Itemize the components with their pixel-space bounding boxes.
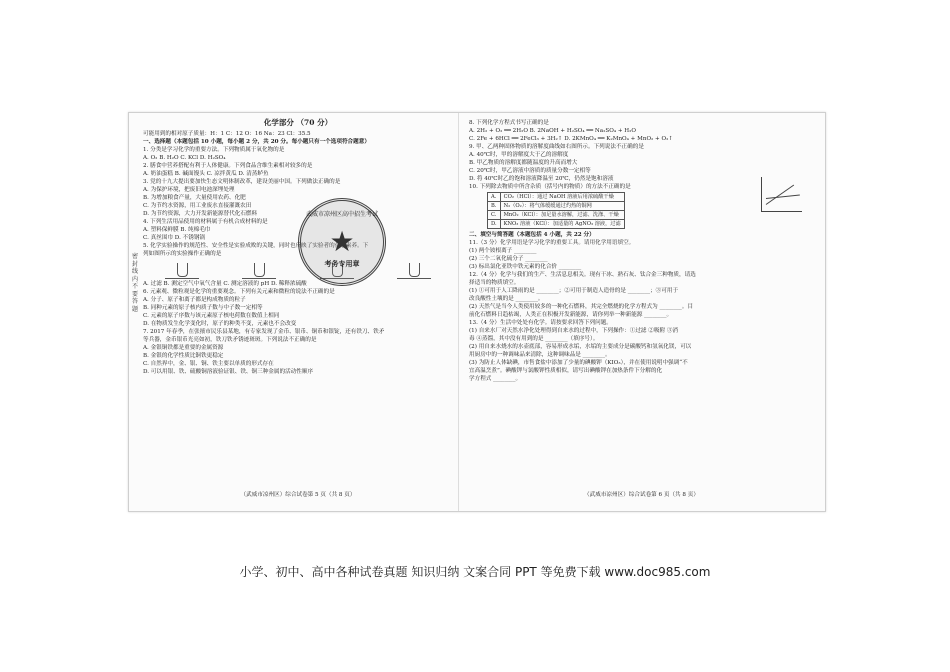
question-line: C. 为节约水资源，用工业废水直接灌溉农田 [143,203,252,209]
question-line: 前化石燃料日趋枯竭，人类正在积极开发新能源，请你列举一种新能源 ________。 [469,312,673,318]
question-line: A. 过滤 B. 测定空气中氧气含量 C. 测定溶液的 pH D. 稀释浓硫酸 [143,281,307,287]
question-line: 7. 2017 年春季，在张掖市民乐县某地，有专家发现了金币、银币、铜币和银锭，还有铁刀、铁矛 [143,329,385,335]
table-cell: MnO₂（KCl）：加足量水溶解，过滤、洗涤、干燥 [500,211,624,220]
question-line: 10. 下列除去物质中所含杂质（括号内的物质）的方法不正确的是 [469,184,631,190]
question-line: 13.（4 分）生活中处处有化学。请按要求回答下列问题。 [469,320,612,326]
question-line: 二、填空与简答题（本题包括 4 小题，共 22 分） [469,232,595,238]
table-cell: KNO₃ 溶液（KCl）：加适量的 AgNO₃ 溶液，过滤 [500,220,624,229]
question-line: 2. 膳食中营养搭配有利于人体健康。下列食品含维生素相对较多的是 [143,163,313,169]
seal-label: 考务专用章 [324,259,360,268]
question-line: C. 真丝围巾 D. 不锈钢锅 [143,235,206,241]
question-line: D. 为节约资源，大力开发新能源替代化石燃料 [143,211,258,217]
question-10-options-table [487,192,625,229]
question-line: 9. 甲、乙两种固体物质的溶解度曲线如右图所示。下列说法不正确的是 [469,144,644,150]
question-line: (3) 标出氯化亚铁中铁元素的化合价 ________ [469,264,582,270]
question-line: C. 元素的原子序数与该元素原子核电荷数在数值上相同 [143,313,280,319]
seal-star-icon: ★ [329,225,355,258]
question-line: 1. 分类是学习化学的重要方法。下列物质属于氧化物的是 [143,147,285,153]
scanned-exam-sheet [128,112,826,512]
question-line: 3. 党的十九大提出要加快生态文明体制改革，建设美丽中国。下列做法正确的是 [143,179,341,185]
question-line: (2) 用自来水烧水的水壶底部，容易形成水垢，水垢的主要成分是碳酸钙和氢氧化镁，可以 [469,344,692,350]
question-line: A. 金银铜铁都是重要的金属资源 [143,345,224,351]
question-line: D. 将 40℃时乙的饱和溶液降温至 20℃，仍然是饱和溶液 [469,176,614,182]
table-cell: D. [488,220,501,229]
question-line: (3) 为防止人体缺碘，市售食盐中添加了少量的碘酸钾（KIO₃），并在使用说明中强调“不 [469,360,688,366]
question-line: B. 为增加粮食产量，大量使用农药、化肥 [143,195,246,201]
question-line: A. 塑料保鲜膜 B. 纯棉毛巾 [143,227,211,233]
download-caption: 小学、初中、高中各种试卷真题 知识归纳 文案合同 PPT 等免费下载 www.doc985.com [239,565,711,579]
question-line: 可能用到的相对原子质量：H：1 C：12 O：16 Na：23 Cl：35.5 [143,131,311,137]
question-line: (2) 天然气是当今人类使用较多的一种化石燃料，其完全燃烧的化学方程式为 ________。目 [469,304,694,310]
question-line: 一、选择题（本题包括 10 小题，每小题 2 分，共 20 分。每小题只有一个选项符合题意） [143,139,370,145]
section-title: 化学部分 （70 分） [263,118,333,127]
table-row [488,202,625,211]
question-line: B. 金银的化学性质比铜铁更稳定 [143,353,224,359]
seal-ring-text: 武威市凉州区高中招生考试 [305,211,378,218]
question-line: 改良酸性土壤的是 ________。 [469,296,544,302]
question-line: 8. 下列化学方程式书写正确的是 [469,120,549,126]
left-page-questions [143,130,453,376]
question-line: D. 可以用银、铁、硫酸铜溶液验证银、铁、铜三种金属的活动性顺序 [143,369,314,375]
question-line: 择适当的物质填空。 [469,280,520,286]
official-seal-stamp [298,198,386,286]
right-page [469,119,814,505]
question-line: D. 在物质发生化学变化时，原子的种类不变，元素也不会改变 [143,321,297,327]
apparatus-filtration-figure [165,260,199,279]
question-line: 4. 下列生活用品使用的材料属于有机合成材料的是 [143,219,268,225]
question-line: 11.（3 分）化学用语是学习化学的重要工具。请用化学用语填空。 [469,240,635,246]
right-page-questions [469,119,814,383]
question-line: 宜高温烹煮”。碘酸钾与氯酸钾性质相似，请写出碘酸钾在加热条件下分解的化 [469,368,663,374]
question-line: (1) 两个铵根离子 ________ [469,248,537,254]
question-line: 6. 元素观、微粒观是化学的重要观念。下列有关元素和微粒的说法不正确的是 [143,289,335,295]
question-line: 学方程式 ________。 [469,376,522,382]
left-page [143,119,453,505]
question-line: C. 20℃时，甲乙溶液中溶质的质量分数一定相等 [469,168,591,174]
table-cell: CO₂（HCl）：通过 NaOH 溶液后用浓硫酸干燥 [500,193,624,202]
page-divider [458,113,459,511]
table-cell: C. [488,211,501,220]
curve-yi [766,194,800,199]
question-line: A. 奶油蛋糕 B. 碱面馒头 C. 凉拌黄瓜 D. 清蒸鲈鱼 [143,171,269,177]
left-page-footer: （武威市凉州区）综合试卷第 5 页（共 8 页） [240,492,356,498]
experiment-apparatus-figures [143,260,453,278]
question-line: 列如图所示的实验操作正确的是 [143,251,222,257]
question-line: 12.（4 分）化学与我们的生产、生活息息相关。现有干冰、熟石灰、钛合金三种物质，请选 [469,272,696,278]
question-line: B. 同种元素的原子核内质子数与中子数一定相等 [143,305,263,311]
question-line: (1) ①可用于人工降雨的是 ________；②可用于制造人造骨的是 ________；③可用于 [469,288,679,294]
question-line: A. O₂ B. H₂O C. KCl D. H₂SO₄ [143,155,226,161]
table-cell: A. [488,193,501,202]
question-line: A. 为保护环境，把废旧电池深埋处理 [143,187,235,193]
question-line: A. 40℃时，甲的溶解度大于乙的溶解度 [469,152,569,158]
question-line: C. 自然界中，金、银、铜、铁主要以单质的形式存在 [143,361,274,367]
table-row [488,211,625,220]
question-line: B. 甲乙物质的溶解度都随温度的升高而增大 [469,160,578,166]
apparatus-acid-dilution-figure [397,260,431,279]
seal-line-notice: 密封线内不要答题 [131,253,138,313]
table-cell: N₂（O₂）：将气体缓缓通过灼热的铜网 [500,202,624,211]
question-line: C. 2Fe + 6HCl ══ 2FeCl₃ + 3H₂↑ D. 2KMnO₄ ══ K₂MnO₄ + MnO₂ + O₂↑ [469,136,674,142]
table-row [488,220,625,229]
question-line: 毒 ④蒸馏，其中没有用到的是 ________（填序号）。 [469,336,599,342]
apparatus-oxygen-test-figure [242,260,276,279]
right-page-footer: （武威市凉州区）综合试卷第 6 页（共 8 页） [584,492,699,498]
question-line: 用厨房中的一种调味品来清除，这种调味品是 ________。 [469,352,611,358]
question-line: A. 2H₂ + O₂ ══ 2H₂O B. 2NaOH + H₂SO₄ ══ Na₂SO₄ + H₂O [469,128,636,134]
table-cell: B. [488,202,501,211]
question-line: 5. 化学实验操作的规范性、安全性是实验成败的关键，同时也反映了实验者的化学素养。下 [143,243,369,249]
table-row [488,193,625,202]
question-line: (1) 自来水厂对天然水净化处理得到自来水的过程中，下列操作：①过滤 ②吸附 ③消 [469,328,679,334]
question-line: A. 分子、原子和离子都是构成物质的粒子 [143,297,246,303]
question-line: 等兵器，金币银币光亮如初，铁刀铁矛锈迹斑斑。下列说法不正确的是 [143,337,317,343]
question-line: (2) 三个二氧化硫分子 ________ [469,256,548,262]
solubility-curve-figure [761,177,802,212]
